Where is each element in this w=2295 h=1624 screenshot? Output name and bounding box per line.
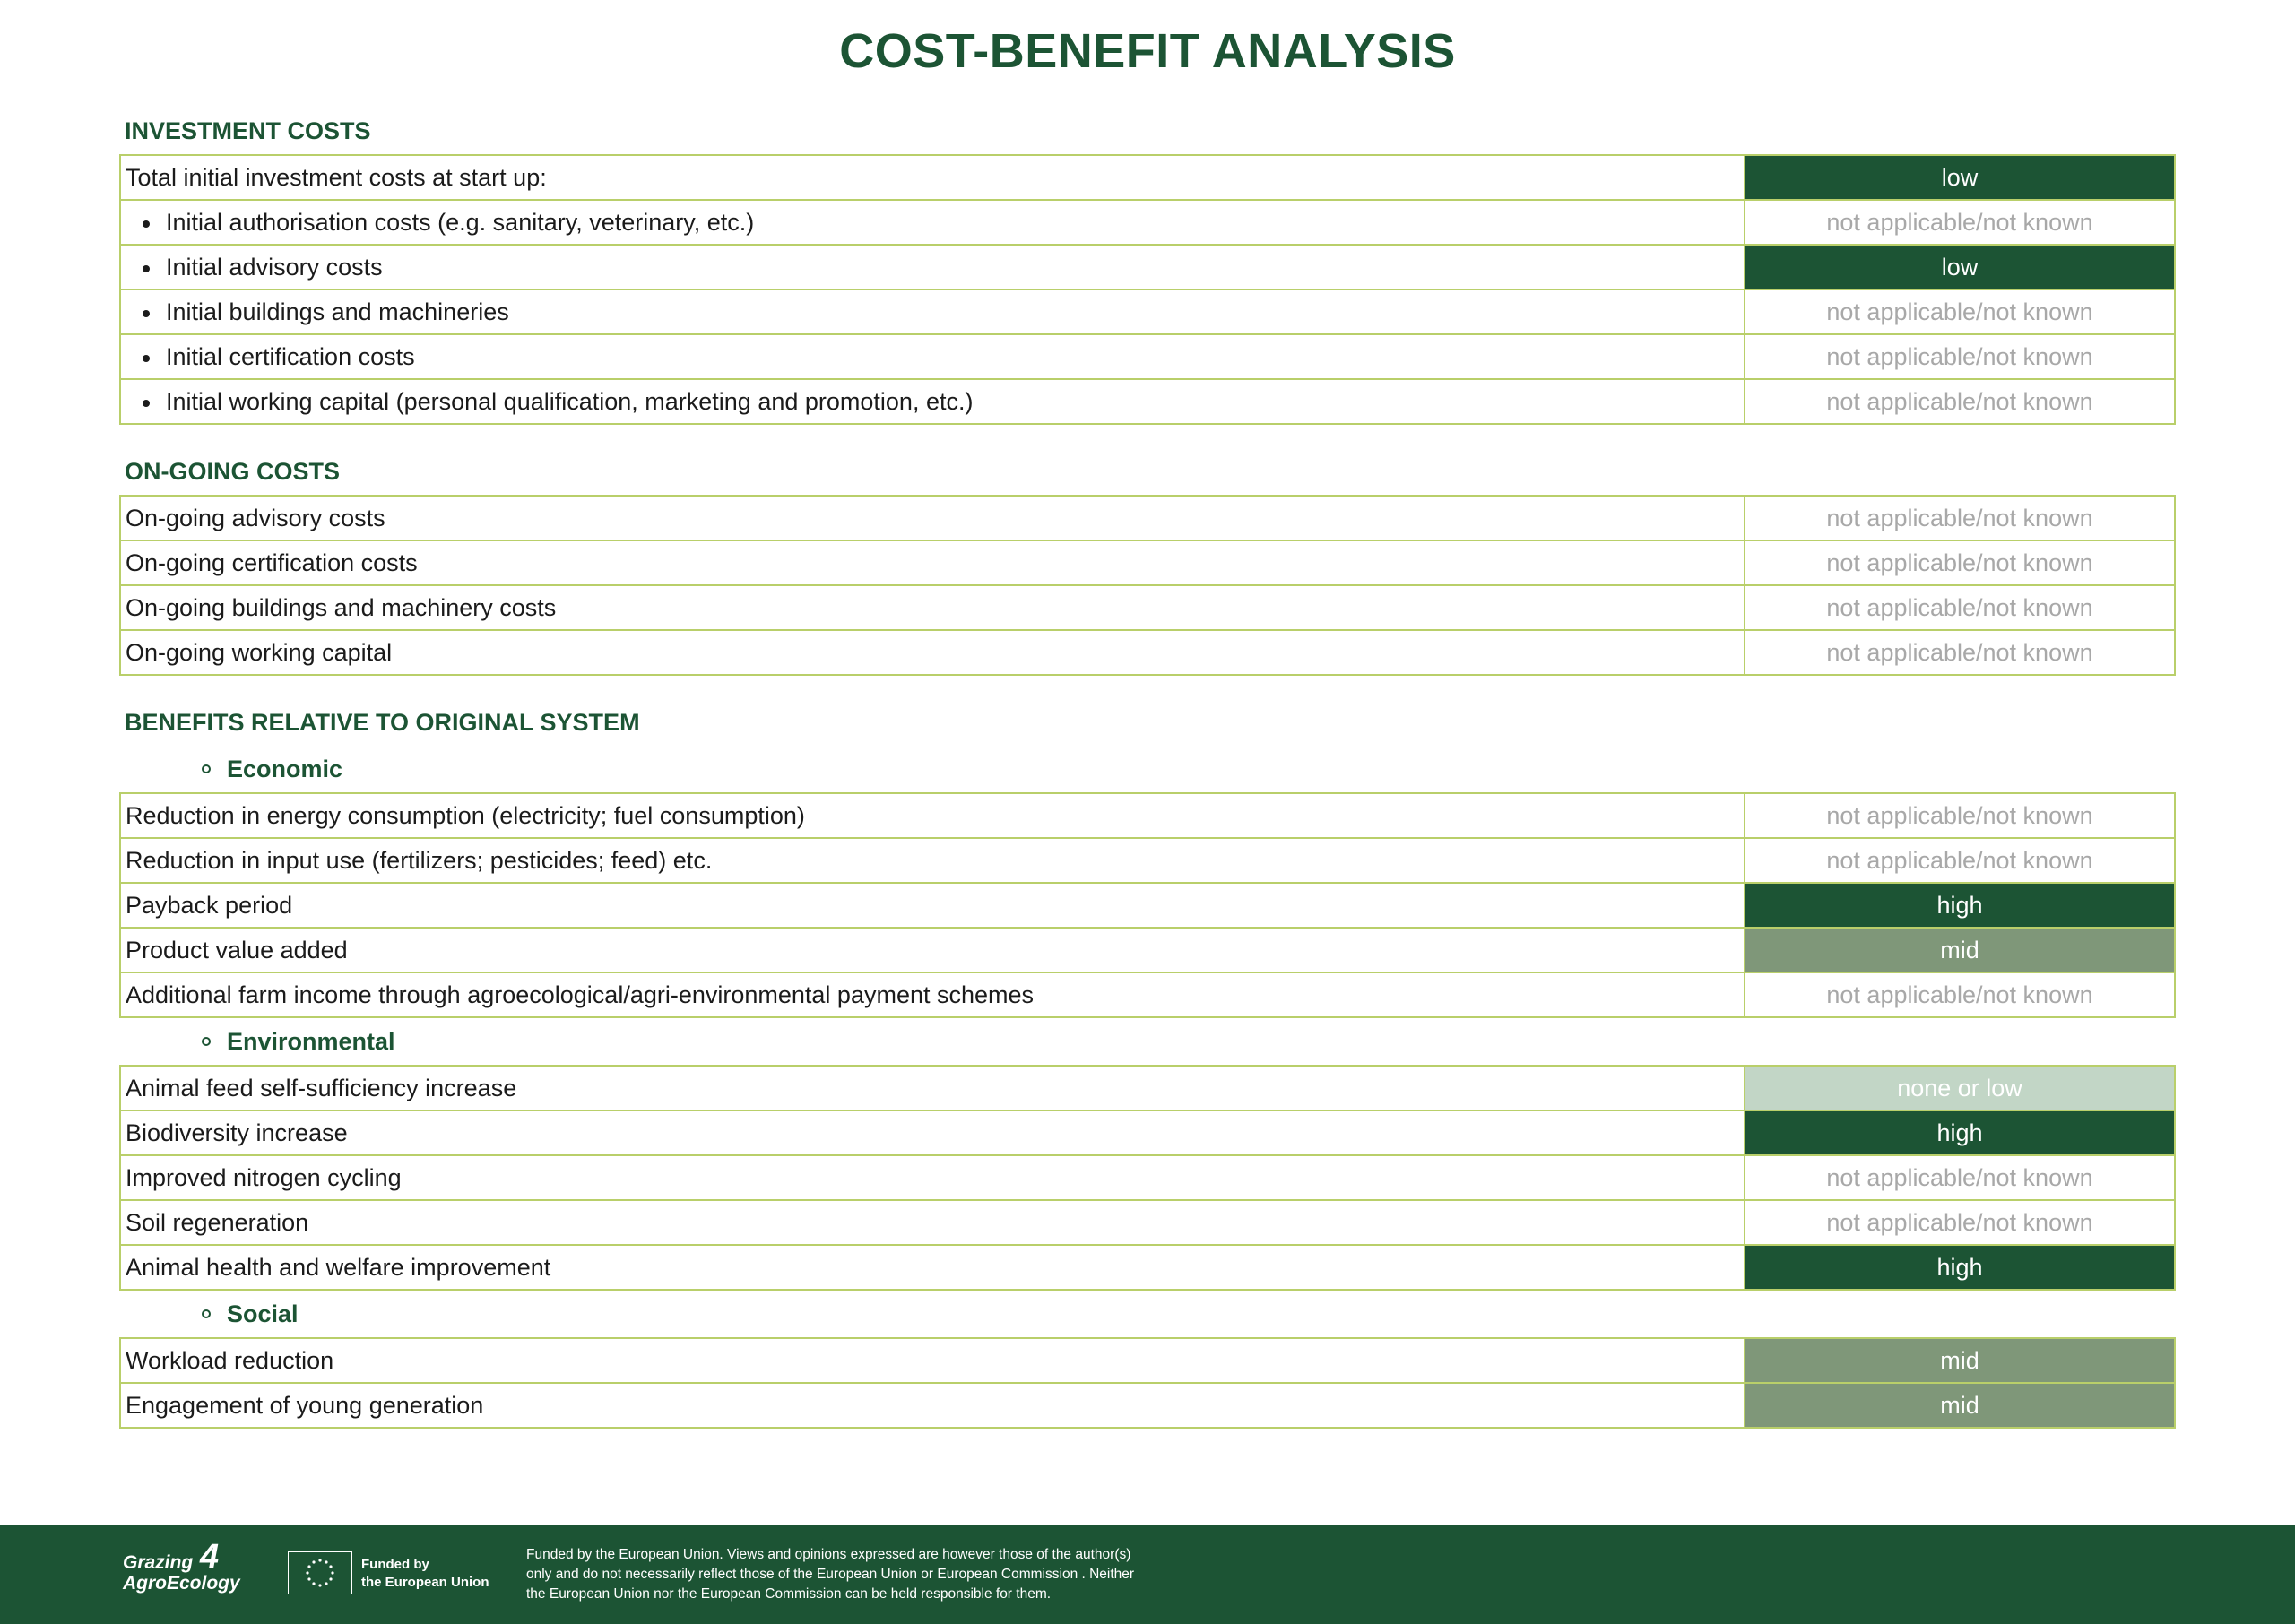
- row-label: Initial advisory costs: [120, 245, 1745, 289]
- table-row: [120, 155, 2175, 200]
- row-label: On-going working capital: [120, 630, 1745, 675]
- table-row: [120, 585, 2175, 630]
- table-row: [120, 630, 2175, 675]
- environmental-benefits-table: [119, 1065, 2176, 1291]
- investment-costs-table: [119, 154, 2176, 425]
- table-row: [120, 928, 2175, 972]
- circle-bullet-icon: [202, 764, 211, 773]
- table-row: [120, 838, 2175, 883]
- rating-cell: not applicable/not known: [1745, 334, 2175, 379]
- table-row: [120, 883, 2175, 928]
- investment-costs-heading: INVESTMENT COSTS: [125, 117, 371, 144]
- disclaimer-line: Funded by the European Union. Views and opinions expressed are however those of the author(s): [526, 1547, 1131, 1562]
- table-row: [120, 1200, 2175, 1245]
- row-label: On-going certification costs: [120, 540, 1745, 585]
- table-row: [120, 972, 2175, 1017]
- rating-cell: not applicable/not known: [1745, 972, 2175, 1017]
- table-row: [120, 245, 2175, 289]
- table-row: [120, 379, 2175, 424]
- row-label: Workload reduction: [120, 1338, 1745, 1383]
- table-row: [120, 1155, 2175, 1200]
- cost-benefit-content: [119, 108, 2176, 1429]
- rating-cell: not applicable/not known: [1745, 200, 2175, 245]
- row-label: Initial authorisation costs (e.g. sanitary, veterinary, etc.): [120, 200, 1745, 245]
- row-label: Additional farm income through agroecological/agri-environmental payment schemes: [120, 972, 1745, 1017]
- row-label: Product value added: [120, 928, 1745, 972]
- page-title: COST-BENEFIT ANALYSIS: [839, 24, 1456, 78]
- logo-number: 4: [200, 1538, 220, 1576]
- subheading-label: Social: [227, 1300, 299, 1327]
- row-label: Biodiversity increase: [120, 1110, 1745, 1155]
- table-row: [120, 496, 2175, 540]
- rating-cell: low: [1745, 245, 2175, 289]
- row-label: Initial working capital (personal qualification, marketing and promotion, etc.): [120, 379, 1745, 424]
- row-label: Initial buildings and machineries: [120, 289, 1745, 334]
- rating-cell: not applicable/not known: [1745, 289, 2175, 334]
- table-row: [120, 540, 2175, 585]
- row-label: Improved nitrogen cycling: [120, 1155, 1745, 1200]
- row-label: Reduction in input use (fertilizers; pesticides; feed) etc.: [120, 838, 1745, 883]
- row-label: Payback period: [120, 883, 1745, 928]
- social-subheading: [119, 1291, 2176, 1337]
- section-spacer: [119, 676, 2176, 699]
- social-benefits-table: [119, 1337, 2176, 1429]
- eu-label-line1: Funded by: [361, 1557, 429, 1572]
- ongoing-costs-table: [119, 495, 2176, 676]
- table-row: [120, 1383, 2175, 1428]
- funding-disclaimer: [526, 1545, 1261, 1604]
- table-row: [120, 200, 2175, 245]
- row-label: Engagement of young generation: [120, 1383, 1745, 1428]
- eu-label-line2: the European Union: [361, 1575, 489, 1590]
- table-row: [120, 1110, 2175, 1155]
- row-label: Total initial investment costs at start up:: [120, 155, 1745, 200]
- disclaimer-line: only and do not necessarily reflect those of the European Union or European Commission . Neither: [526, 1567, 1135, 1582]
- rating-cell: not applicable/not known: [1745, 585, 2175, 630]
- rating-cell: high: [1745, 1110, 2175, 1155]
- row-label: Reduction in energy consumption (electricity; fuel consumption): [120, 793, 1745, 838]
- grazing-agroecology-logo: [123, 1538, 257, 1602]
- row-label: Animal feed self-sufficiency increase: [120, 1066, 1745, 1110]
- row-label: On-going buildings and machinery costs: [120, 585, 1745, 630]
- benefits-heading: BENEFITS RELATIVE TO ORIGINAL SYSTEM: [125, 709, 640, 736]
- environmental-subheading: [119, 1018, 2176, 1065]
- table-row: [120, 793, 2175, 838]
- table-row: [120, 1245, 2175, 1290]
- disclaimer-line: the European Union nor the European Commission can be held responsible for them.: [526, 1586, 1052, 1602]
- rating-cell: high: [1745, 883, 2175, 928]
- rating-cell: not applicable/not known: [1745, 793, 2175, 838]
- table-row: [120, 289, 2175, 334]
- rating-cell: high: [1745, 1245, 2175, 1290]
- table-row: [120, 1338, 2175, 1383]
- logo-text-line1: Grazing: [123, 1552, 194, 1573]
- economic-benefits-table: [119, 792, 2176, 1018]
- row-label: Soil regeneration: [120, 1200, 1745, 1245]
- footer-bar: [0, 1525, 2295, 1624]
- circle-bullet-icon: [202, 1037, 211, 1046]
- eu-funding-label: [361, 1556, 505, 1592]
- rating-cell: mid: [1745, 1338, 2175, 1383]
- table-row: [120, 334, 2175, 379]
- rating-cell: not applicable/not known: [1745, 838, 2175, 883]
- rating-cell: low: [1745, 155, 2175, 200]
- rating-cell: not applicable/not known: [1745, 496, 2175, 540]
- eu-stars-icon: [289, 1552, 351, 1594]
- row-label: Animal health and welfare improvement: [120, 1245, 1745, 1290]
- rating-cell: mid: [1745, 1383, 2175, 1428]
- row-label: Initial certification costs: [120, 334, 1745, 379]
- ongoing-costs-heading: ON-GOING COSTS: [125, 458, 341, 485]
- rating-cell: mid: [1745, 928, 2175, 972]
- section-spacer: [119, 425, 2176, 448]
- rating-cell: none or low: [1745, 1066, 2175, 1110]
- rating-cell: not applicable/not known: [1745, 379, 2175, 424]
- eu-flag-icon: [288, 1551, 352, 1594]
- row-label: On-going advisory costs: [120, 496, 1745, 540]
- rating-cell: not applicable/not known: [1745, 1155, 2175, 1200]
- table-row: [120, 1066, 2175, 1110]
- subheading-label: Economic: [227, 756, 343, 782]
- subheading-label: Environmental: [227, 1028, 395, 1055]
- rating-cell: not applicable/not known: [1745, 630, 2175, 675]
- rating-cell: not applicable/not known: [1745, 1200, 2175, 1245]
- rating-cell: not applicable/not known: [1745, 540, 2175, 585]
- economic-subheading: [119, 746, 2176, 792]
- logo-text-line2: AgroEcology: [123, 1573, 240, 1594]
- circle-bullet-icon: [202, 1309, 211, 1318]
